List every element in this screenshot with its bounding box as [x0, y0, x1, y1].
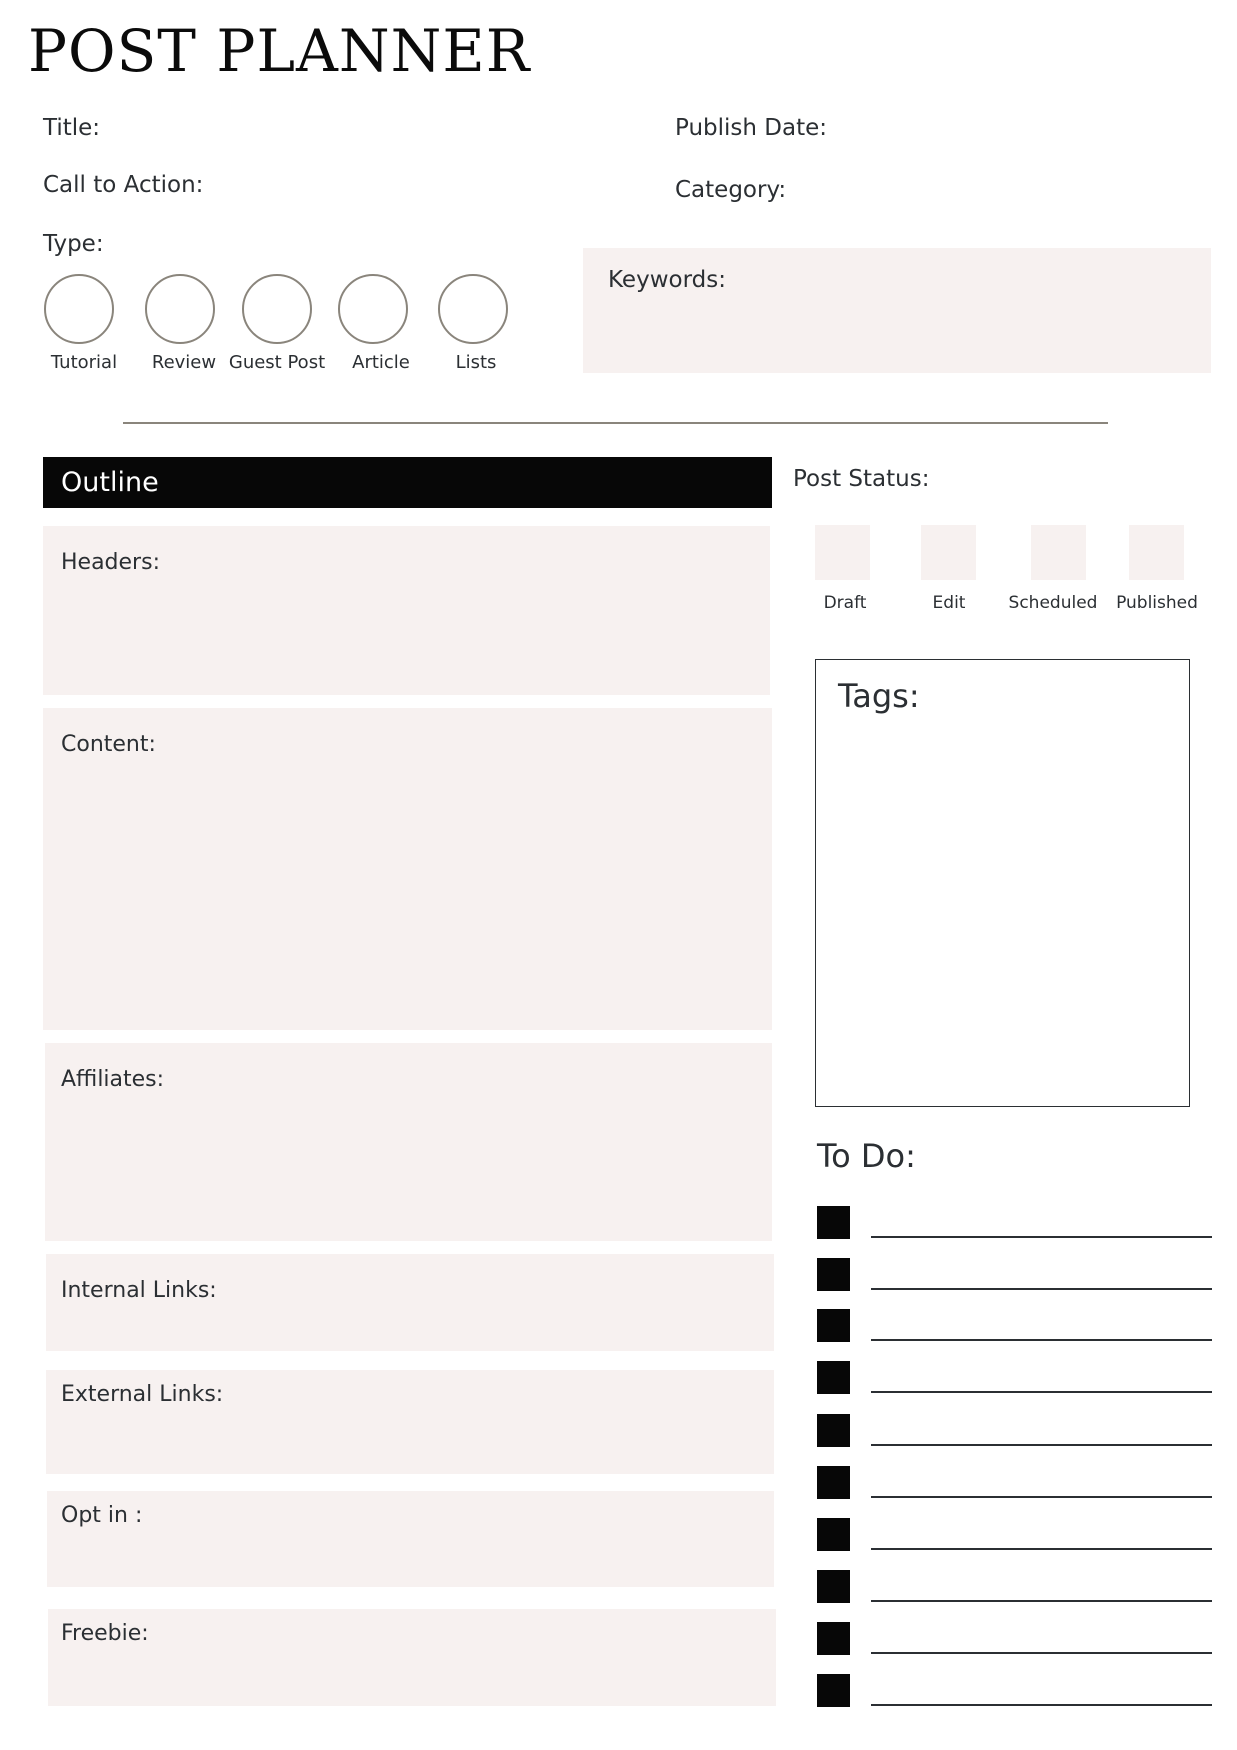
todo-item — [817, 1622, 1212, 1656]
headers-field[interactable] — [43, 526, 770, 695]
status-scheduled-checkbox[interactable] — [1031, 525, 1086, 580]
divider — [123, 422, 1108, 424]
status-draft-checkbox[interactable] — [815, 525, 870, 580]
todo-checkbox[interactable] — [817, 1258, 850, 1291]
outline-heading: Outline — [61, 467, 159, 498]
todo-line[interactable] — [871, 1600, 1212, 1602]
status-published-label: Published — [1116, 593, 1198, 613]
page-title: POST PLANNER — [28, 17, 531, 85]
type-lists-label: Lists — [455, 352, 497, 373]
todo-item — [817, 1206, 1212, 1240]
todo-line[interactable] — [871, 1652, 1212, 1654]
post-status-label: Post Status: — [793, 466, 930, 492]
todo-item — [817, 1674, 1212, 1708]
todo-checkbox[interactable] — [817, 1309, 850, 1342]
todo-line[interactable] — [871, 1704, 1212, 1706]
type-guest-post-checkbox[interactable] — [242, 274, 312, 344]
tags-field[interactable] — [815, 659, 1190, 1107]
status-edit-checkbox[interactable] — [921, 525, 976, 580]
opt-in-label: Opt in : — [61, 1503, 143, 1528]
todo-checkbox[interactable] — [817, 1674, 850, 1707]
type-article-checkbox[interactable] — [338, 274, 408, 344]
todo-line[interactable] — [871, 1288, 1212, 1290]
status-published-checkbox[interactable] — [1129, 525, 1184, 580]
status-draft-label: Draft — [823, 593, 867, 613]
status-scheduled-label: Scheduled — [1008, 593, 1098, 613]
opt-in-field[interactable] — [47, 1491, 774, 1587]
internal-links-label: Internal Links: — [61, 1278, 217, 1303]
affiliates-label: Affiliates: — [61, 1067, 165, 1092]
todo-checkbox[interactable] — [817, 1361, 850, 1394]
content-label: Content: — [61, 732, 156, 757]
todo-line[interactable] — [871, 1548, 1212, 1550]
freebie-label: Freebie: — [61, 1621, 149, 1646]
type-review-label: Review — [151, 352, 217, 373]
freebie-field[interactable] — [48, 1609, 776, 1706]
todo-line[interactable] — [871, 1444, 1212, 1446]
todo-line[interactable] — [871, 1496, 1212, 1498]
todo-line[interactable] — [871, 1391, 1212, 1393]
todo-item — [817, 1466, 1212, 1500]
status-edit-label: Edit — [932, 593, 966, 613]
todo-line[interactable] — [871, 1339, 1212, 1341]
keywords-label: Keywords: — [608, 267, 726, 293]
todo-checkbox[interactable] — [817, 1466, 850, 1499]
external-links-label: External Links: — [61, 1382, 224, 1407]
type-tutorial-label: Tutorial — [50, 352, 118, 373]
todo-heading: To Do: — [817, 1137, 916, 1175]
todo-item — [817, 1414, 1212, 1448]
title-label: Title: — [43, 115, 101, 141]
type-review-checkbox[interactable] — [145, 274, 215, 344]
headers-label: Headers: — [61, 550, 160, 575]
outline-header — [43, 457, 772, 508]
type-tutorial-checkbox[interactable] — [44, 274, 114, 344]
tags-label: Tags: — [838, 677, 920, 715]
keywords-field[interactable] — [583, 248, 1211, 373]
publish-date-label: Publish Date: — [675, 115, 828, 141]
todo-item — [817, 1258, 1212, 1292]
affiliates-field[interactable] — [45, 1043, 772, 1241]
type-guest-post-label: Guest Post — [228, 352, 326, 373]
type-label: Type: — [43, 231, 104, 257]
todo-item — [817, 1361, 1212, 1395]
todo-checkbox[interactable] — [817, 1206, 850, 1239]
todo-item — [817, 1570, 1212, 1604]
category-label: Category: — [675, 177, 787, 203]
call-to-action-label: Call to Action: — [43, 172, 204, 198]
todo-line[interactable] — [871, 1236, 1212, 1238]
todo-item — [817, 1518, 1212, 1552]
type-article-label: Article — [352, 352, 410, 373]
internal-links-field[interactable] — [46, 1254, 774, 1351]
todo-checkbox[interactable] — [817, 1414, 850, 1447]
type-lists-checkbox[interactable] — [438, 274, 508, 344]
todo-checkbox[interactable] — [817, 1570, 850, 1603]
todo-item — [817, 1309, 1212, 1343]
todo-checkbox[interactable] — [817, 1518, 850, 1551]
external-links-field[interactable] — [46, 1370, 774, 1474]
todo-checkbox[interactable] — [817, 1622, 850, 1655]
content-field[interactable] — [43, 708, 772, 1030]
